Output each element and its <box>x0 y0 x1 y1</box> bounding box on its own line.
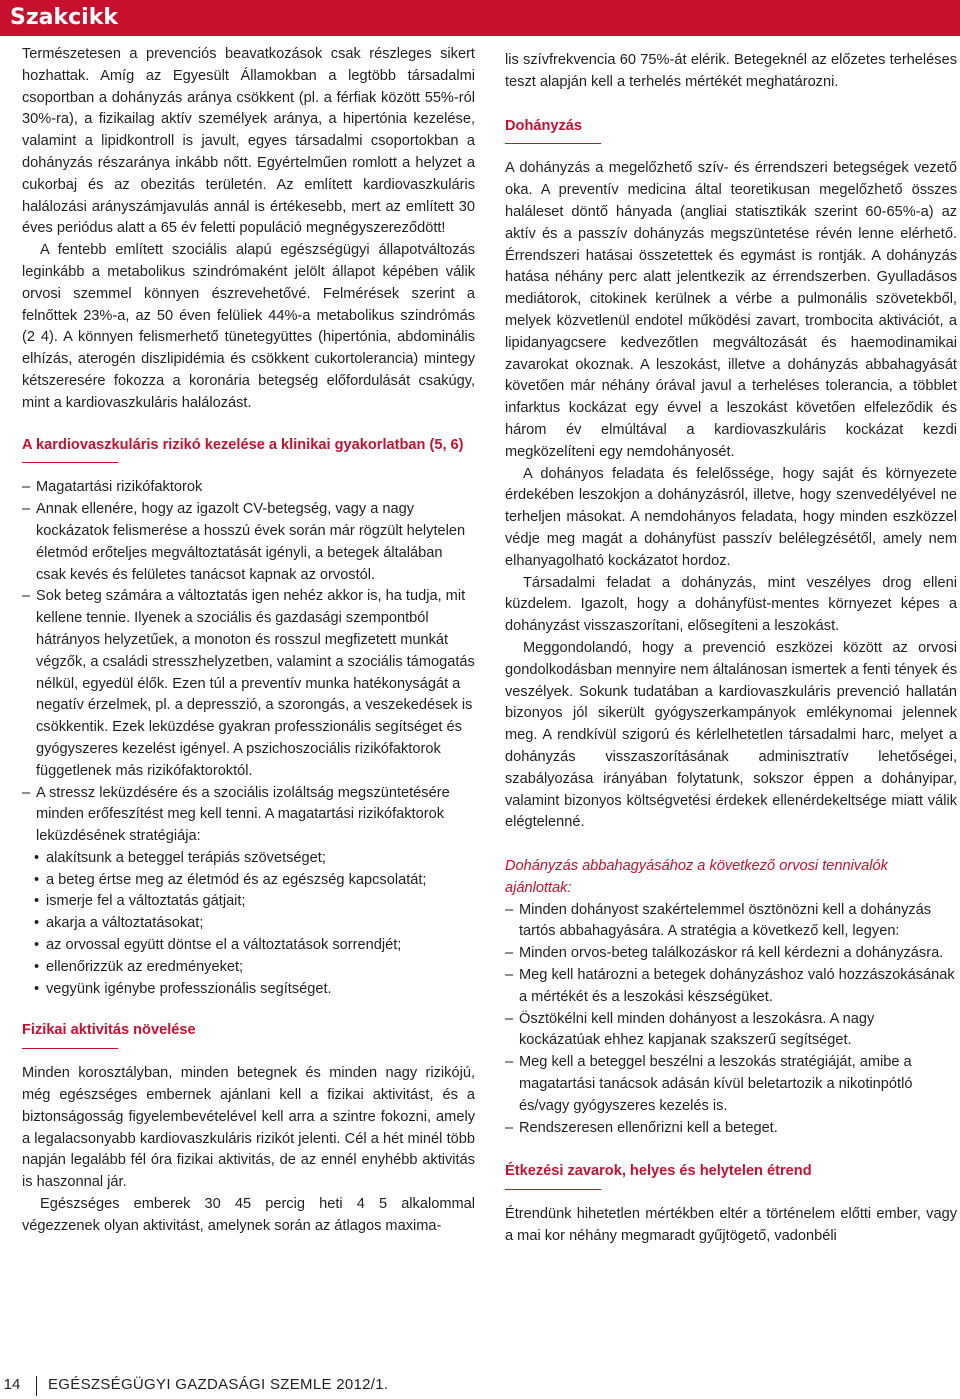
list-item: – Minden dohányost szakértelemmel ösztönözni kell a dohányzás tartós abbahagyására. A stratégia a következő kell, legyen: <box>505 900 957 944</box>
list-item: – Annak ellenére, hogy az igazolt CV-betegség, vagy a nagy kockázatok felismerése a hosszú évek során már rögzült helytelen életmód erőteljes megváltoztatását igényli, a betegek általában csak kevés és felületes tanácsot kapnak az orvostól. <box>22 499 475 586</box>
section-heading-smoking: Dohányzás <box>505 117 583 134</box>
body-paragraph: Étrendünk hihetetlen mértékben eltér a történelem előtti ember, vagy a mai kor néhány megmaradt gyűjtögető, vadonbéli <box>505 1206 957 1245</box>
quit-smoking-list <box>505 900 957 1140</box>
list-item: – Minden orvos-beteg találkozáskor rá kell kérdezni a dohányzásra. <box>505 943 957 965</box>
heading-rule <box>505 1189 601 1190</box>
heading-rule <box>22 462 118 463</box>
body-paragraph: Társadalmi feladat a dohányzás, mint veszélyes drog elleni küzdelem. Igazolt, hogy a dohányfüst-mentes környezet képes a dohányzást visszaszorítani, elősegíteni a leszokást. <box>505 574 957 635</box>
body-paragraph: Egészséges emberek 30 45 percig heti 4 5 alkalommal végezzenek olyan aktivitást, amelynek során az átlagos maxima- <box>22 1196 475 1234</box>
page-number: 14 <box>3 1376 21 1393</box>
strategy-bullet-list <box>22 848 475 1001</box>
header-bar <box>0 0 960 36</box>
left-column <box>22 44 475 1238</box>
heading-rule <box>505 143 601 144</box>
footer-divider <box>36 1376 37 1396</box>
cv-risk-list <box>22 477 475 848</box>
bullet-item: • az orvossal együtt döntse el a változtatások sorrendjét; <box>34 935 475 957</box>
right-column <box>505 50 957 1248</box>
bullet-item: • a beteg értse meg az életmód és az egészség kapcsolatát; <box>34 870 475 892</box>
list-item: – Magatartási rizikófaktorok <box>22 477 475 499</box>
list-item: – Meg kell határozni a betegek dohányzáshoz való hozzászokásának a mértékét és a leszokási készségüket. <box>505 965 957 1009</box>
section-heading-cv-risk: A kardiovaszkuláris rizikó kezelése a klinikai gyakorlatban (5, 6) <box>22 436 464 453</box>
body-paragraph: Minden korosztályban, minden betegnek és minden nagy rizikójú, még egészséges embernek ajánlani kell a fizikai aktivitást, és a biztonságosság figyelembevételével kell arra a szintre fokozni, amely a legalacsonyabb kardiovaszkuláris rizikót jelenti. Cél a hét minél több napján legalább fél óra fizikai aktivitás, de az ennél enyhébb aktivitás is haszonnal jár. <box>22 1065 475 1191</box>
intro-paragraph: Természetesen a prevenciós beavatkozások csak részleges sikert hozhattak. Amíg az Egyesült Államokban a legtöbb társadalmi csoportban a dohányzás aránya csökkent (pl. a férfiak között 55%-ról 30%-ra), a fizikailag aktív személyek aránya, a hipertónia kezelése, valamint a lipidkontroll is javult, egyes társadalmi csoportokban a dohányzás részaránya inkább nőtt. Egyértelműen romlott a helyzet a cukorbaj és az obezitás területén. Az említett kardiovaszkuláris halálozási arányszámjavulás annál is értékesebb, mert az említett 30 éves periódus alatt a 65 év feletti populáció megnégyszereződött! <box>22 46 475 237</box>
bullet-item: • alakítsunk a beteggel terápiás szövetséget; <box>34 848 475 870</box>
list-item: – A stressz leküzdésére és a szociális izoláltság megszüntetésére minden erőfeszítést meg kell tenni. A magatartási rizikófaktorok leküzdésének stratégiája: <box>22 783 475 848</box>
body-paragraph: lis szívfrekvencia 60 75%-át elérik. Betegeknél az előzetes terheléses teszt alapján kell a terhelés mértékét meghatározni. <box>505 52 957 90</box>
body-paragraph: A dohányos feladata és felelőssége, hogy saját és környezete érdekében leszokjon a dohányzásról, illetve, hogy szenvedélyével ne terheljen másokat. A nemdohányos feladata, hogy minden eszközzel védje meg magát a dohányfüst passzív belélegzésétől, amely nem elhanyagolható kockázatot hordoz. <box>505 465 957 569</box>
bullet-item: • ellenőrizzük az eredményeket; <box>34 957 475 979</box>
journal-title: EGÉSZSÉGÜGYI GAZDASÁGI SZEMLE 2012/1. <box>48 1376 389 1393</box>
list-item: – Meg kell a beteggel beszélni a leszokás stratégiáját, amibe a magatartási tanácsok adásán kívül beletartozik a nikotinpótló és/vagy gyógyszeres kezelés is. <box>505 1052 957 1117</box>
list-item: – Sok beteg számára a változtatás igen nehéz akkor is, ha tudja, mit kellene tennie. Ilyenek a szociális és gazdasági szempontból hátrányos helyzetűek, a monoton és rosszul megfizetett munkát végzők, a családi stresszhelyzetben, valamint a szociális támogatás nélkül, egyedül élők. Ezen túl a preventív munka hatékonyságát a negatív érzelmek, pl. a depresszió, a szorongás, a veszekedések is csökkentik. Ezek leküzdése gyakran professzionális segítséget és gyógyszeres kezelést igényel. A pszichoszociális rizikófaktorok függetlenek más rizikófaktoroktól. <box>22 586 475 782</box>
body-paragraph: Meggondolandó, hogy a prevenció eszközei között az orvosi gondolkodásban mennyire nem általánosan ismertek a fenti tények és veszélyek. Sokunk tudatában a kardiovaszkuláris prevenció hallatán bizonyos jól sikerült gyógyszerkampányok emlékynomai jelennek meg. A rendkívül szigorú és kérlelhetetlen társadalmi harc, melyet a dohányzás visszaszorításának adminisztratív lehetőségei, szabályozása irányában folytatunk, sokszor éppen a dohányipar, valamint bizonyos költségvetési érdekek ellenérdekeltsége miatt válik elégtelenné. <box>505 639 957 831</box>
bullet-item: • ismerje fel a változtatás gátjait; <box>34 891 475 913</box>
list-item: – Rendszeresen ellenőrizni kell a beteget. <box>505 1118 957 1140</box>
heading-rule <box>22 1048 118 1049</box>
bullet-item: • akarja a változtatásokat; <box>34 913 475 935</box>
section-heading-physical-activity: Fizikai aktivitás növelése <box>22 1022 196 1039</box>
list-item: – Ösztökélni kell minden dohányost a leszokásra. A nagy kockázatúak ehhez kapjanak szakszerű segítséget. <box>505 1009 957 1053</box>
section-heading-diet: Étkezési zavarok, helyes és helytelen étrend <box>505 1163 812 1180</box>
body-paragraph: A dohányzás a megelőzhető szív- és érrendszeri betegségek vezető oka. A preventív medicina által teoretikusan megelőzhető összes haláleset döntő hányada (angliai statisztikák szerint 60-65%-a) az aktív és a passzív dohányzás megszüntetése révén lenne elérhető. Érrendszeri hatásai összetettek és egymást is rontják. A dohányzás hatása néhány perc alatt jelentkezik az érrendszerben. Gyulladásos mediátorok, citokinek kerülnek a vérbe a pulmonális szövetekből, melyek közvetlenül endotel működési zavart, trombocita aktivációt, a lipidanyagcsere kedvezőtlen megváltozását és haemodinamikai zavarokat okoznak. A leszokást, illetve a dohányzás abbahagyását követően már néhány órával javul a terheléses tolerancia, a többlet infarktus kockázat egy évvel a leszokást követően elfeleződik és három év elmúltával a kardiovaszkuláris kockázat kezdi megközelíteni egy nemdohányosét. <box>505 160 957 460</box>
intro-paragraph: A fentebb említett szociális alapú egészségügyi állapotváltozás leginkább a metabolikus szindrómaként jelölt állapot képében válik orvosi szemmel könnyen észrevehetővé. Felmérések szerint a felnőttek 23%-a, az 50 éven felüliek 44%-a metabolikus szindrómás (2 4). A könnyen felismerhető tünetegyüttes (hipertónia, abdominális elhízás, aterogén diszlipidémia és csökkent cukortolerancia) mintegy kétszeresére fokozza a koronária betegség előfordulását csakúgy, mint a kardiovaszkuláris halálozást. <box>22 242 475 411</box>
bullet-item: • vegyünk igénybe professzionális segítséget. <box>34 979 475 1001</box>
section-heading-quit-smoking: Dohányzás abbahagyásához a következő orvosi tennivalók ajánlottak: <box>505 858 888 896</box>
section-label: Szakcikk <box>10 5 118 30</box>
